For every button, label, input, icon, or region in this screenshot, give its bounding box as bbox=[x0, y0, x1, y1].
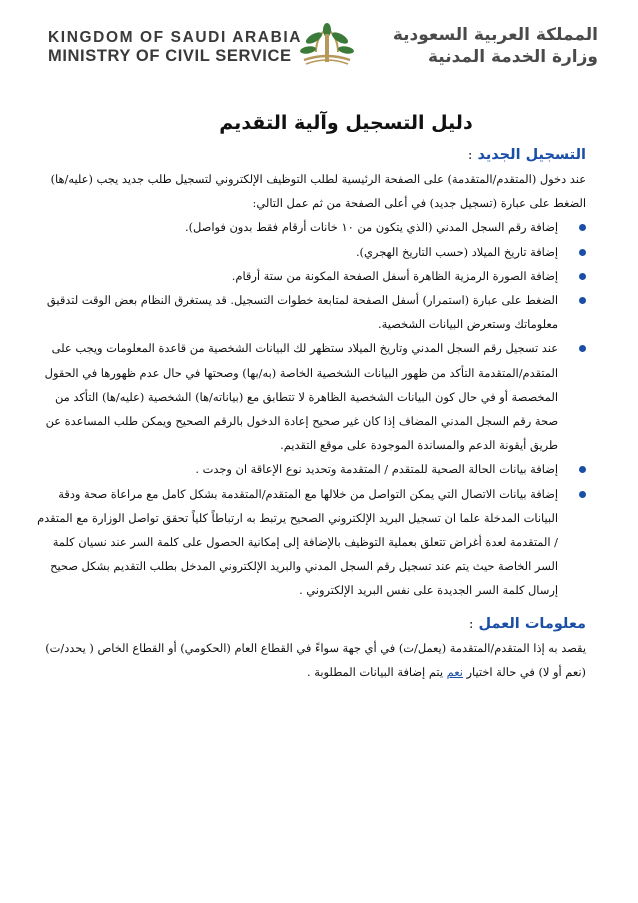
en-line-1: KINGDOM OF SAUDI ARABIA bbox=[48, 29, 303, 46]
list-item bbox=[36, 240, 586, 264]
list-item bbox=[36, 336, 586, 457]
ministry-logo-icon bbox=[290, 22, 364, 68]
document-body bbox=[36, 112, 586, 684]
ministry-name-arabic bbox=[370, 24, 598, 68]
list-item-text: إضافة الصورة الرمزية الظاهرة أسفل الصفحة المكونة من ستة أرقام. bbox=[231, 268, 558, 283]
section-work-info-heading bbox=[36, 613, 586, 632]
list-item-text: الضغط على عبارة (استمرار) أسفل الصفحة لمتابعة خطوات التسجيل. قد يستغرق النظام بعض الوقت لتدقيق معلوماتك وستعرض البيانات الشخصية. bbox=[46, 293, 558, 332]
bullet-icon bbox=[579, 491, 586, 498]
bullet-icon bbox=[579, 345, 586, 352]
en-line-2: MINISTRY OF CIVIL SERVICE bbox=[48, 47, 292, 65]
section-heading-text: التسجيل الجديد bbox=[477, 147, 586, 163]
list-item-text: إضافة تاريخ الميلاد (حسب التاريخ الهجري). bbox=[355, 244, 558, 259]
ministry-name-english bbox=[48, 28, 303, 66]
list-item bbox=[36, 288, 586, 336]
work-info-paragraph bbox=[36, 636, 586, 684]
list-item bbox=[36, 482, 586, 603]
section-heading-text: معلومات العمل bbox=[478, 615, 586, 632]
yes-link[interactable]: نعم bbox=[446, 664, 463, 679]
list-item bbox=[36, 457, 586, 481]
bullet-icon bbox=[579, 297, 586, 304]
ar-line-1: المملكة العربية السعودية bbox=[392, 25, 598, 45]
list-item bbox=[36, 215, 586, 239]
letterhead bbox=[0, 22, 638, 82]
work-text-part-1: يقصد به إذا المتقدم/المتقدمة (يعمل/ت) في أي جهة سواءً في القطاع العام (الحكومي) أو القطاع الخاص ( يحدد/ت) (نعم أو لا) في حالة اختيار bbox=[45, 640, 586, 679]
section-heading-colon: : bbox=[469, 616, 474, 632]
intro-paragraph: عند دخول (المتقدم/المتقدمة) على الصفحة الرئيسية لطلب التوظيف الإلكتروني لتسجيل طلب جديد يجب (عليه/ها) الضغط على عبارة (تسجيل جديد) في أعلى الصفحة من ثم عمل التالي: bbox=[50, 172, 586, 211]
list-item-text: إضافة رقم السجل المدني (الذي يتكون من ١٠ خانات أرقام فقط بدون فواصل). bbox=[184, 220, 558, 235]
steps-list bbox=[36, 215, 586, 602]
list-item-text: إضافة بيانات الحالة الصحية للمتقدم / المتقدمة وتحديد نوع الإعاقة ان وجدت . bbox=[195, 462, 558, 477]
section-heading-colon: : bbox=[468, 148, 473, 163]
ar-line-2: وزارة الخدمة المدنية bbox=[427, 47, 598, 67]
bullet-icon bbox=[579, 249, 586, 256]
section-new-registration-heading bbox=[36, 144, 586, 163]
document-title: دليل التسجيل وآلية التقديم bbox=[219, 112, 473, 134]
list-item-text: إضافة بيانات الاتصال التي يمكن التواصل من خلالها مع المتقدم/المتقدمة بشكل كامل مع مراعاة صحة ودقة البيانات المدخلة علما ان تسجيل البريد الإلكتروني الصحيح يرتبط به ارتباطاً كلياً تحقق تواصل الوزارة مع المتقدم / المتقدمة لعدة أغراض تتعلق بعملية التوظيف بالإضافة إلى إمكانية الحصول على كلمة السر عند نسيان كلمة السر الخاصة حيث يتم عند تسجيل رقم السجل المدني والبريد الإلكتروني المدخل بطلب التقديم بشكل صحيح إرسال كلمة السر الجديدة على نفس البريد الإلكتروني . bbox=[37, 486, 558, 598]
bullet-icon bbox=[579, 466, 586, 473]
bullet-icon bbox=[579, 224, 586, 231]
list-item-text: عند تسجيل رقم السجل المدني وتاريخ الميلاد ستظهر لك البيانات الشخصية من قاعدة المعلومات ويجب على المتقدم/المتقدمة التأكد من ظهور البيانات الشخصية الخاصة (به/بها) وصحتها في حال عدم ظهورها في الحقول المخصصة أو في حال كون البيانات الشخصية الظاهرة لا تتطابق مع (بياناته/ها) الشخصية (عليه/ها) التأكد من صحة رقم السجل المدني المضاف إذا كان غير صحيح إعادة الدخول بالرقم الصحيح ويمكن طلب المساعدة عن طريق أيقونة الدعم والمساندة الموجودة على موقع التقديم. bbox=[44, 341, 558, 453]
bullet-icon bbox=[579, 273, 586, 280]
work-text-part-2: يتم إضافة البيانات المطلوبة . bbox=[307, 664, 447, 679]
list-item bbox=[36, 264, 586, 288]
